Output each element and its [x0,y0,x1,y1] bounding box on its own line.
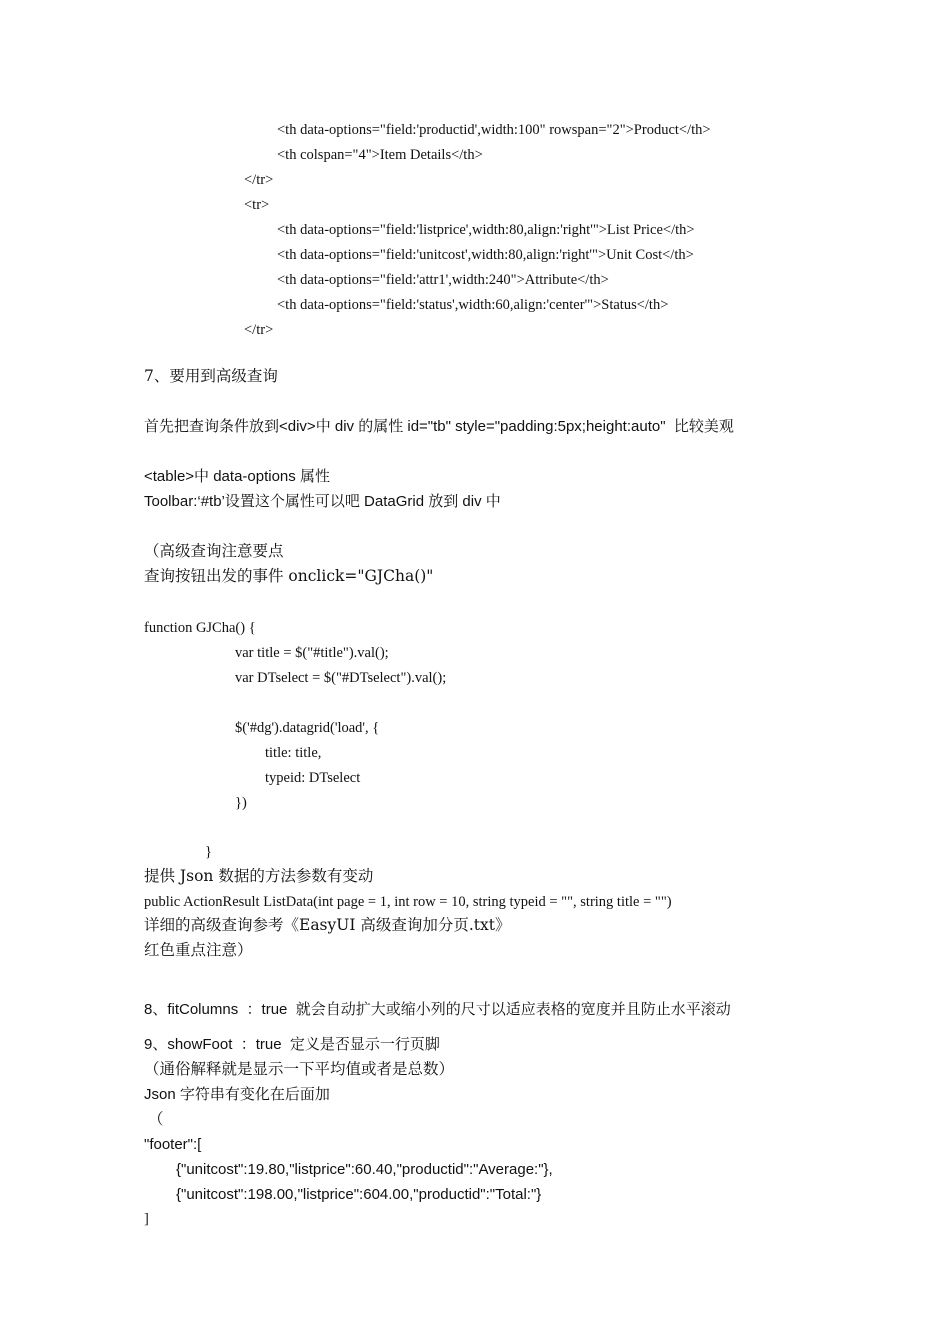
code-close-call: }) [235,795,247,811]
code-line-tr-close-2: </tr> [244,322,274,338]
section-7-note-event: 查询按钮出发的事件 onclick="GJCha()" [144,567,434,585]
section-7-paragraph-div: 首先把查询条件放到<div>中 div 的属性 id="tb" style="padding:5px;height:auto" 比较美观 [144,418,734,435]
code-line-th-status: <th data-options="field:'status',width:60,align:'center'">Status</th> [277,297,669,313]
code-var-title: var title = $("#title").val(); [235,645,389,661]
section-7-reference: 详细的高级查询参考《EasyUI 高级查询加分页.txt》 [144,916,511,934]
code-line-tr-open: <tr> [244,197,270,213]
json-close-bracket: ] [144,1211,149,1227]
section-9-json-change: Json 字符串有变化在后面加 [144,1086,330,1103]
section-9-open-paren: （ [148,1110,164,1128]
code-var-dtselect: var DTselect = $("#DTselect").val(); [235,670,447,686]
code-listdata-signature: public ActionResult ListData(int page = 1, int row = 10, string typeid = "", string title = "") [144,894,672,910]
code-line-th-listprice: <th data-options="field:'listprice',width:80,align:'right'">List Price</th> [277,222,695,238]
json-footer-row-average: {"unitcost":19.80,"listprice":60.40,"productid":"Average:"}, [176,1161,553,1178]
code-param-title: title: title, [265,745,322,761]
json-footer-key: "footer":[ [144,1136,202,1153]
code-line-tr-close: </tr> [244,172,274,188]
code-line-th-product: <th data-options="field:'productid',width:100" rowspan="2">Product</th> [277,122,711,138]
code-close-function: } [205,844,212,860]
json-footer-row-total: {"unitcost":198.00,"listprice":604.00,"productid":"Total:"} [176,1186,542,1203]
code-function-signature: function GJCha() { [144,620,256,636]
section-7-note-close: 红色重点注意） [144,941,253,959]
section-7-json-note: 提供 Json 数据的方法参数有变动 [144,867,374,885]
section-7-heading: 7、要用到高级查询 [144,367,278,385]
code-line-th-attribute: <th data-options="field:'attr1',width:240">Attribute</th> [277,272,609,288]
code-param-typeid: typeid: DTselect [265,770,361,786]
section-7-paragraph-table: <table>中 data-options 属性 [144,468,330,485]
code-line-th-item-details: <th colspan="4">Item Details</th> [277,147,483,163]
code-datagrid-load: $('#dg').datagrid('load', { [235,720,380,736]
code-line-th-unitcost: <th data-options="field:'unitcost',width:80,align:'right'">Unit Cost</th> [277,247,694,263]
section-7-note-open: （高级查询注意要点 [144,542,284,560]
section-8-fitcolumns: 8、fitColumns ：true 就会自动扩大或缩小列的尺寸以适应表格的宽度并且防止水平滚动 [144,1001,731,1018]
section-7-paragraph-toolbar: Toolbar:‘#tb’设置这个属性可以吧 DataGrid 放到 div 中 [144,493,501,510]
section-9-explain: （通俗解释就是显示一下平均值或者是总数） [144,1060,455,1078]
section-9-heading: 9、showFoot ：true 定义是否显示一行页脚 [144,1036,440,1053]
